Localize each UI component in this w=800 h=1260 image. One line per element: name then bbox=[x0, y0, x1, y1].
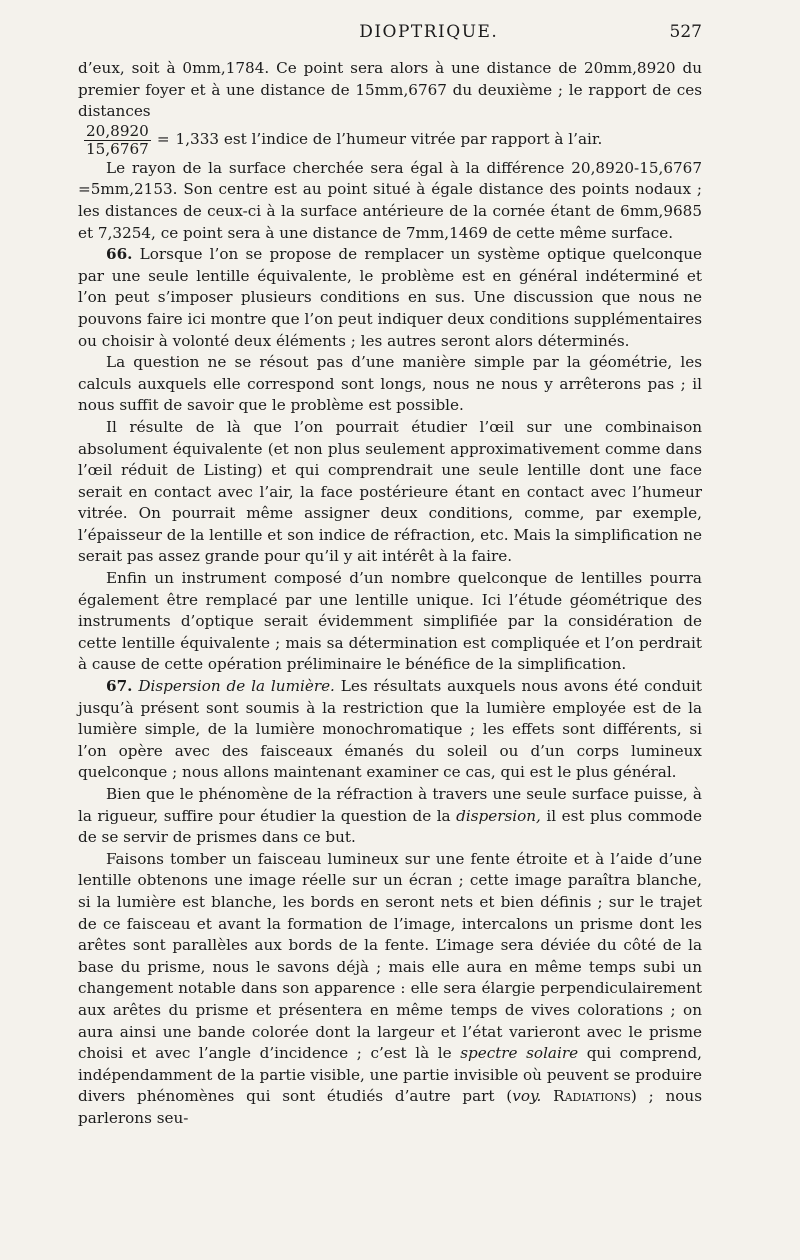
paragraph-66 bbox=[78, 244, 702, 352]
paragraph-8-text-a: Bien que le phénomène de la réfraction à travers une seule surface puisse, à la rigueur, suffire pour étudier la question de la bbox=[78, 785, 702, 825]
paragraph-67-text: Les résultats auxquels nous avons été conduit jusqu’à présent sont soumis à la restriction que la lumière employée est de la lumière simple, de la lumière monochromatique ; les effets sont différents, si l’on opère avec des faisceaux émanés du soleil ou d’un corps lumineux quelconque ; nous allons maintenant examiner ce cas, qui est le plus général. bbox=[78, 677, 702, 782]
term-spectre-solaire: spectre solaire bbox=[460, 1044, 579, 1063]
running-title: DIOPTRIQUE. bbox=[359, 22, 499, 42]
paragraph-9-text-b: qui comprend, indépendamment de la partie visible, une partie invisible où peuvent se produire divers phénomènes qui sont étudiés d’autre part ( bbox=[78, 1044, 702, 1106]
term-dispersion: dispersion, bbox=[456, 806, 541, 825]
paragraph-8 bbox=[78, 784, 702, 849]
paragraph-4: La question ne se résout pas d’une manière simple par la géométrie, les calculs auxquels elle correspond sont longs, nous ne nous y arrêterons pas ; il nous suffit de savoir que le problème est possible. bbox=[78, 353, 702, 415]
voy-abbrev: voy. bbox=[512, 1087, 542, 1106]
section-title-dispersion: Dispersion de la lumière. bbox=[138, 677, 335, 696]
section-number-66: 66. bbox=[106, 245, 133, 264]
paragraph-1 bbox=[78, 58, 702, 123]
ratio-fraction bbox=[84, 123, 151, 158]
body-text bbox=[78, 58, 702, 1130]
fraction-line bbox=[78, 123, 702, 158]
section-number-67: 67. bbox=[106, 677, 133, 696]
paragraph-66-text: Lorsque l’on se propose de remplacer un système optique quelconque par une seule lentille équivalente, le problème est en général indéterminé et l’on peut s’imposer plusieurs conditions en sus. Une discussion que nous ne pouvons faire ici montre que l’on peut indiquer deux conditions supplémentaires ou choisir à volonté deux éléments ; les autres seront alors déterminés. bbox=[78, 245, 703, 350]
fraction-numerator: 20,8920 bbox=[86, 121, 149, 140]
equals-sign: = bbox=[156, 130, 170, 149]
cross-ref-radiations: Radiations bbox=[553, 1087, 631, 1106]
paragraph-8-text-b: il est plus commode de se servir de prismes dans ce but. bbox=[78, 806, 703, 847]
paragraph-5: Il résulte de là que l’on pourrait étudier l’œil sur une combinaison absolument équivalente (et non plus seulement approximativement comme dans l’œil réduit de Listing) et qui comprendrait une seule lentille dont une face serait en contact avec l’air, la face postérieure étant en contact avec l’humeur vitrée. On pourrait même assigner deux conditions, comme, par exemple, l’épaisseur de la lentille et son indice de réfraction, etc. Mais la simplification ne serait pas assez grande pour qu’il y ait intérêt à la faire. bbox=[78, 417, 702, 566]
paragraph-67 bbox=[78, 676, 702, 784]
fraction-denominator: 15,6767 bbox=[86, 139, 149, 158]
page-number: 527 bbox=[669, 22, 702, 42]
paragraph-9 bbox=[78, 849, 702, 1130]
paragraph-9-text-a: Faisons tomber un faisceau lumineux sur une fente étroite et à l’aide d’une lentille obtenons une image réelle sur un écran ; cette image paraîtra blanche, si la lumière est blanche, les bords en seront nets et bien définis ; sur le trajet de ce faisceau et avant la formation de l’image, intercalons un prisme dont les arêtes sont parallèles aux bords de la fente. L’image sera déviée du côté de la base du prisme, nous le savons déjà ; mais elle aura en même temps subi un changement notable dans son apparence : elle sera élargie perpendiculairement aux arêtes du prisme et présentera en même temps de vives colorations ; on aura ainsi une bande colorée dont la largeur et l’état varieront avec le prisme choisi et avec l’angle d’incidence ; c’est là le bbox=[78, 849, 702, 1063]
fraction-result-text: 1,333 est l’indice de l’humeur vitrée par rapport à l’air. bbox=[175, 130, 603, 149]
page-header bbox=[78, 22, 702, 50]
paragraph-1-text: d’eux, soit à 0mm,1784. Ce point sera alors à une distance de 20mm,8920 du premier foyer et à une distance de 15mm,6767 du deuxième ; le rapport de ces distances bbox=[78, 59, 702, 121]
paragraph-6: Enfin un instrument composé d’un nombre quelconque de lentilles pourra également être remplacé par une lentille unique. Ici l’étude géométrique des instruments d’optique serait évidemment simplifiée par la considération de cette lentille équivalente ; mais sa détermination est compliquée et l’on perdrait à cause de cette opération préliminaire le bénéfice de la simplification. bbox=[78, 569, 702, 674]
paragraph-2: Le rayon de la surface cherchée sera égal à la différence 20,8920-15,6767 =5mm,2153. Son centre est au point situé à égale distance des points nodaux ; les distances de ceux-ci à la surface antérieure de la cornée étant de 6mm,9685 et 7,3254, ce point sera à une distance de 7mm,1469 de cette même surface. bbox=[78, 158, 702, 242]
paragraph-9-text-c: ) ; nous parlerons seu- bbox=[78, 1087, 702, 1127]
